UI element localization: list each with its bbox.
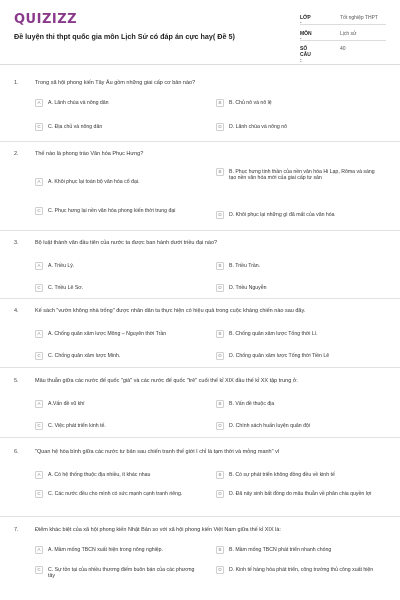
meta-value: 40 — [340, 46, 346, 52]
option-c[interactable] — [35, 423, 200, 430]
option-b[interactable] — [216, 263, 381, 270]
option-letter: D — [216, 490, 224, 498]
option-text: B. Triều Trần. — [229, 263, 261, 269]
option-text: C. Chống quân xâm lược Minh. — [48, 353, 121, 359]
option-text: D. Triều Nguyễn — [229, 285, 267, 291]
option-text: B. Phục hưng tinh thần của nền văn hóa Hi Lạp, Rôma và sáng tạo nền văn hóa mới của giai cấp tư sản — [229, 169, 375, 182]
option-text: C. Phục hưng lại nền văn hóa phong kiến thời trung đại — [48, 208, 176, 214]
meta-label: LỚP : — [300, 15, 311, 27]
option-text: A. Triều Lý. — [48, 263, 75, 269]
option-text: A. Mầm mống TBCN xuất hiện trong nông nghiệp. — [48, 547, 163, 553]
question-number: 3. — [14, 240, 19, 246]
option-c[interactable] — [35, 491, 200, 498]
divider — [300, 40, 386, 41]
option-a[interactable] — [35, 401, 200, 408]
option-letter: D — [216, 211, 224, 219]
option-text: A. Có hệ thống thuộc địa nhiều, ít khác nhau — [48, 472, 151, 478]
option-text: C. Sự tồn tại của nhiều thương điếm buôn bán của các phương tây — [48, 567, 195, 580]
option-letter: C — [35, 352, 43, 360]
divider — [300, 24, 386, 25]
option-d[interactable] — [216, 285, 381, 292]
question-number: 7. — [14, 527, 19, 533]
option-letter: B — [216, 168, 224, 176]
divider — [0, 298, 400, 299]
option-d[interactable] — [216, 353, 381, 360]
option-letter: D — [216, 422, 224, 430]
option-a[interactable] — [35, 263, 200, 270]
option-letter: D — [216, 566, 224, 574]
meta-value: Lịch sử — [340, 31, 357, 37]
option-letter: B — [216, 546, 224, 554]
option-b[interactable] — [216, 472, 381, 479]
option-c[interactable] — [35, 208, 200, 215]
option-letter: B — [216, 400, 224, 408]
option-letter: A — [35, 546, 43, 554]
divider — [0, 141, 400, 142]
option-letter: A — [35, 262, 43, 270]
meta-label: MÔN : — [300, 31, 312, 43]
option-a[interactable] — [35, 472, 200, 479]
option-text: A.Vấn đề vũ khí — [48, 401, 85, 407]
option-letter: B — [216, 262, 224, 270]
option-letter: A — [35, 330, 43, 338]
option-letter: A — [35, 400, 43, 408]
option-text: B. Mầm mống TBCN phát triển nhanh chóng — [229, 547, 332, 553]
question-number: 2. — [14, 151, 19, 157]
option-a[interactable] — [35, 179, 200, 186]
question-text: "Quan hệ hòa bình giữa các nước tư bản sau chiến tranh thế giới I chỉ là tạm thời và mỏng manh" vì — [35, 449, 280, 455]
option-letter: A — [35, 99, 43, 107]
quizizz-logo: QUIZIZZ — [14, 12, 78, 27]
option-letter: A — [35, 471, 43, 479]
option-b[interactable] — [216, 100, 381, 107]
option-letter: D — [216, 123, 224, 131]
option-text: B. Có sự phát triển không đồng đều về kinh tế — [229, 472, 335, 478]
question-number: 6. — [14, 449, 19, 455]
option-text: B. Chủ nô và nô lệ — [229, 100, 272, 106]
option-c[interactable] — [35, 285, 200, 292]
option-d[interactable] — [216, 491, 381, 498]
option-text: D. Lãnh chúa và nông nô — [229, 124, 287, 130]
question-text: Trong xã hội phong kiến Tây Âu gồm những giai cấp cơ bản nào? — [35, 80, 196, 86]
option-text: C. Địa chủ và nông dân — [48, 124, 103, 130]
option-d[interactable] — [216, 212, 381, 219]
option-text: B. Chống quân xâm lược Tống thời Lí. — [229, 331, 318, 337]
meta-value: Tốt nghiệp THPT — [340, 15, 378, 21]
option-b[interactable] — [216, 331, 381, 338]
option-text: C. Việc phát triển kinh tế. — [48, 423, 106, 429]
option-text: A. Khôi phục lại toàn bộ văn hóa cổ đại. — [48, 179, 140, 185]
option-letter: C — [35, 207, 43, 215]
divider — [0, 64, 400, 65]
divider — [0, 516, 400, 517]
option-c[interactable] — [35, 353, 200, 360]
option-text: A. Chống quân xâm lược Mông – Nguyên thời Trần — [48, 331, 167, 337]
divider — [0, 367, 400, 368]
option-text: D. Kinh tế hàng hóa phát triển, công trường thủ công xuất hiện — [229, 567, 374, 573]
option-letter: D — [216, 284, 224, 292]
option-c[interactable] — [35, 567, 200, 580]
option-a[interactable] — [35, 547, 200, 554]
option-text: D. Chống quân xâm lược Tống thời Tiền Lê — [229, 353, 330, 359]
option-letter: C — [35, 566, 43, 574]
option-letter: C — [35, 123, 43, 131]
option-letter: B — [216, 330, 224, 338]
option-letter: C — [35, 284, 43, 292]
option-letter: B — [216, 99, 224, 107]
question-text: Thế nào là phong trào Văn hóa Phục Hưng? — [35, 151, 144, 157]
option-a[interactable] — [35, 100, 200, 107]
question-text: Bộ luật thành văn đầu tiên của nước ta được ban hành dưới triều đại nào? — [35, 240, 218, 246]
option-text: D. Đã nảy sinh bất đồng do mâu thuẫn về phân chia quyền lợi — [229, 491, 372, 497]
question-number: 1. — [14, 80, 19, 86]
header — [0, 0, 400, 62]
option-b[interactable] — [216, 547, 381, 554]
option-text: D. Khôi phục lại những gì đã mất của văn hóa — [229, 212, 335, 218]
option-b[interactable] — [216, 169, 381, 182]
question-number: 5. — [14, 378, 19, 384]
option-letter: A — [35, 178, 43, 186]
option-c[interactable] — [35, 124, 200, 131]
question-number: 4. — [14, 308, 19, 314]
option-letter: D — [216, 352, 224, 360]
question-text: Điểm khác biệt của xã hội phong kiến Nhật Bản so với xã hội phong kiến Việt Nam giữa thế kỉ XIX là: — [35, 527, 281, 533]
option-text: D. Chính sách huấn luyện quân đội — [229, 423, 311, 429]
question-text: Kế sách "vườn không nhà trống" được nhân dân ta thực hiện có hiệu quả trong cuộc kháng chiến nào sau đây. — [35, 308, 306, 314]
divider — [0, 230, 400, 231]
option-b[interactable] — [216, 401, 381, 408]
option-d[interactable] — [216, 567, 381, 574]
option-letter: C — [35, 422, 43, 430]
option-a[interactable] — [35, 331, 200, 338]
option-letter: B — [216, 471, 224, 479]
option-text: B. Vấn đề thuộc địa — [229, 401, 275, 407]
divider — [0, 437, 400, 438]
option-text: C. Các nước đều cho mình có sức mạnh cạnh tranh riêng. — [48, 491, 183, 497]
meta-label: SỐ CÂU : — [300, 46, 311, 64]
question-text: Mâu thuẫn giữa các nước đế quốc "già" và các nước đế quốc "trẻ" cuối thế kỉ XIX đầu thế kỉ XX tập trung ở. — [35, 378, 298, 384]
option-text: C. Triều Lê Sơ. — [48, 285, 84, 291]
option-text: A. Lãnh chúa và nông dân — [48, 100, 109, 106]
option-letter: C — [35, 490, 43, 498]
option-d[interactable] — [216, 124, 381, 131]
page-title: Đề luyện thi thpt quốc gia môn Lịch Sử có đáp án cực hay( Đề 5) — [14, 32, 235, 41]
option-d[interactable] — [216, 423, 381, 430]
